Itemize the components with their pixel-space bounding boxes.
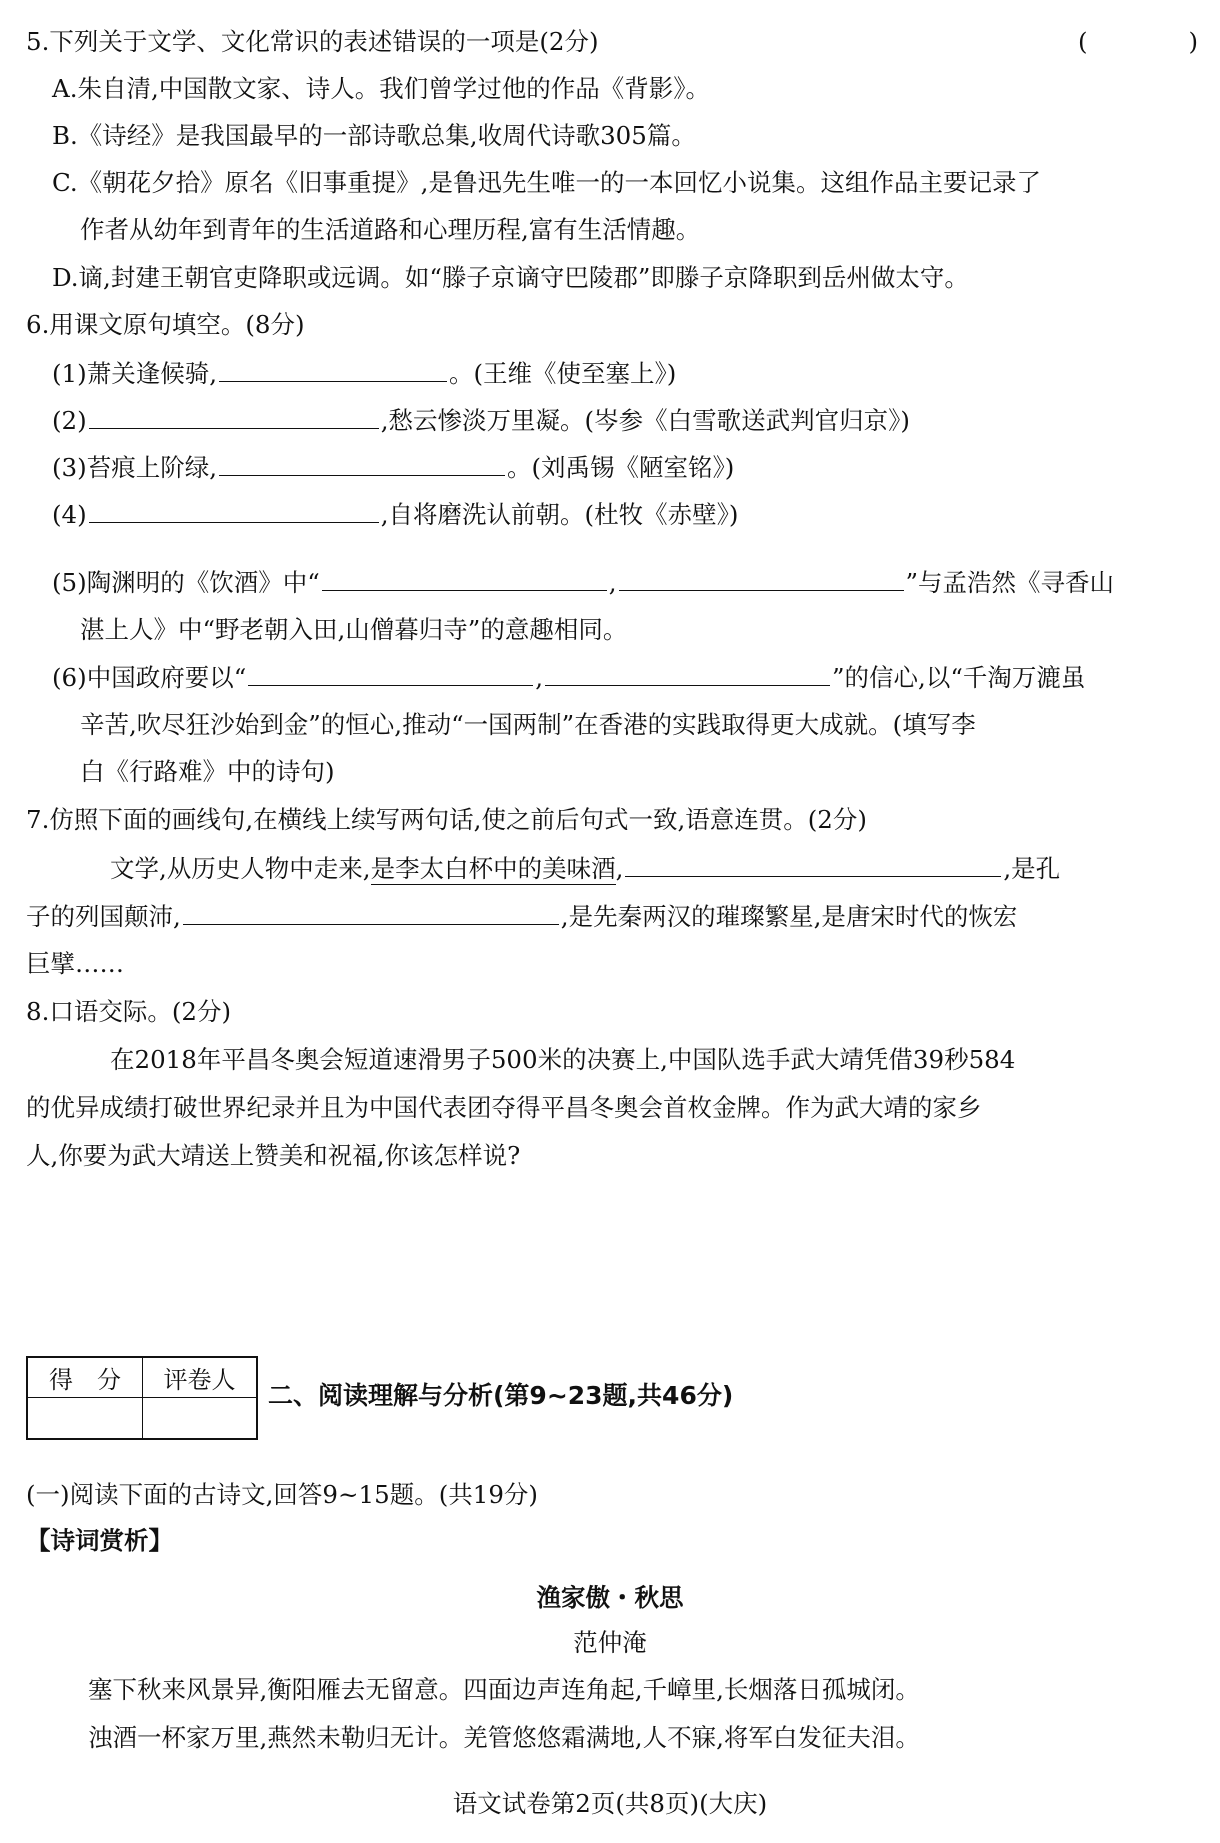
q6-item-6-prefix: (6)中国政府要以“: [52, 663, 247, 692]
q6-item-4-suffix: ,自将磨洗认前朝。(杜牧《赤壁》): [380, 500, 739, 529]
q7-line2-end: ,是先秦两汉的璀璨繁星,是唐宋时代的恢宏: [560, 902, 1018, 931]
q6-item-6-suffix: ”的信心,以“千淘万漉虽: [832, 663, 1086, 692]
answer-blank[interactable]: [183, 896, 559, 925]
q6-item-2: [52, 400, 910, 441]
q6-stem: 6.用课文原句填空。(8分): [26, 310, 305, 339]
answer-blank[interactable]: [219, 353, 447, 382]
q5-option-c-line2: 作者从幼年到青年的生活道路和心理历程,富有生活情趣。: [80, 215, 701, 244]
answer-blank[interactable]: [89, 400, 379, 429]
q6-item-6-line3: 白《行路难》中的诗句): [80, 757, 335, 786]
q6-item-1-prefix: (1)萧关逢候骑,: [52, 359, 217, 388]
q5-option-c-line1: C.《朝花夕拾》原名《旧事重提》,是鲁迅先生唯一的一本回忆小说集。这组作品主要记录了: [52, 168, 1041, 197]
answer-parentheses: [1078, 22, 1198, 62]
answer-blank[interactable]: [322, 562, 607, 591]
answer-blank[interactable]: [619, 562, 904, 591]
q6-item-1-suffix: 。(王维《使至塞上》): [449, 359, 677, 388]
poem-author: 范仲淹: [573, 1628, 647, 1657]
q5-option-d: D.谪,封建王朝官吏降职或远调。如“滕子京谪守巴陵郡”即滕子京降职到岳州做太守。: [52, 263, 969, 292]
q8-paragraph-line2: 的优异成绩打破世界纪录并且为中国代表团夺得平昌冬奥会首枚金牌。作为武大靖的家乡: [26, 1093, 982, 1122]
poem-line-2: 浊酒一杯家万里,燕然未勒归无计。羌管悠悠霜满地,人不寐,将军白发征夫泪。: [88, 1723, 920, 1752]
q6-item-5-prefix: (5)陶渊明的《饮酒》中“: [52, 568, 320, 597]
poem-title: 渔家傲・秋思: [536, 1583, 684, 1612]
q7-line1-start: 文学,从历史人物中走来,: [110, 854, 371, 883]
q6-item-3-prefix: (3)苔痕上阶绿,: [52, 453, 217, 482]
q8-paragraph-line1: 在2018年平昌冬奥会短道速滑男子500米的决赛上,中国队选手武大靖凭借39秒584: [110, 1045, 1016, 1074]
score-table: [26, 1356, 258, 1440]
q8-paragraph-line3: 人,你要为武大靖送上赞美和祝福,你该怎样说?: [26, 1141, 521, 1170]
poem-line-1: 塞下秋来风景异,衡阳雁去无留意。四面边声连角起,千嶂里,长烟落日孤城闭。: [88, 1675, 920, 1704]
score-header: 得 分: [28, 1358, 143, 1398]
section-2-subheading: (一)阅读下面的古诗文,回答9~15题。(共19分): [26, 1480, 538, 1509]
q7-line2-start: 子的列国颠沛,: [26, 902, 181, 931]
q6-item-2-prefix: (2): [52, 406, 87, 435]
grader-header: 评卷人: [143, 1358, 256, 1398]
q7-line1-end: ,是孔: [1003, 854, 1061, 883]
q6-item-5-suffix: ”与孟浩然《寻香山: [905, 568, 1115, 597]
q6-item-4-prefix: (4): [52, 500, 87, 529]
q5-option-a: A.朱自清,中国散文家、诗人。我们曾学过他的作品《背影》。: [52, 74, 711, 103]
q5-option-b: B.《诗经》是我国最早的一部诗歌总集,收周代诗歌305篇。: [52, 121, 696, 150]
answer-blank[interactable]: [219, 447, 505, 476]
q6-item-5-comma: ,: [608, 568, 617, 597]
score-cell[interactable]: [28, 1398, 143, 1438]
q7-line1: [110, 848, 1060, 889]
paren-close: ): [1188, 27, 1198, 56]
q5-stem: 5.下列关于文学、文化常识的表述错误的一项是(2分): [26, 27, 599, 56]
paren-open: (: [1078, 27, 1088, 56]
q6-item-1: [52, 353, 676, 394]
answer-blank[interactable]: [89, 494, 379, 523]
q6-item-5-line2: 湛上人》中“野老朝入田,山僧暮归寺”的意趣相同。: [80, 615, 628, 644]
q6-item-4: [52, 494, 738, 535]
q6-item-6-line2: 辛苦,吹尽狂沙始到金”的恒心,推动“一国两制”在香港的实践取得更大成就。(填写李: [80, 710, 976, 739]
poetry-appreciation-tag: 【诗词赏析】: [26, 1526, 173, 1555]
q6-item-6-line1: [52, 657, 1085, 698]
answer-blank[interactable]: [545, 657, 830, 686]
q6-item-5-line1: [52, 562, 1114, 603]
q7-stem: 7.仿照下面的画线句,在横线上续写两句话,使之前后句式一致,语意连贯。(2分): [26, 805, 867, 834]
q7-line2: [26, 896, 1017, 937]
q8-stem: 8.口语交际。(2分): [26, 997, 232, 1026]
answer-blank[interactable]: [625, 848, 1001, 877]
grader-cell[interactable]: [143, 1398, 256, 1438]
page-footer: 语文试卷第2页(共8页)(大庆): [452, 1789, 768, 1818]
q6-item-6-comma: ,: [535, 663, 544, 692]
q7-line1-comma: ,: [615, 854, 624, 883]
q7-line3: 巨擘……: [26, 949, 124, 978]
answer-blank[interactable]: [248, 657, 533, 686]
section-2-title: 二、阅读理解与分析(第9~23题,共46分): [268, 1381, 734, 1410]
q6-item-2-suffix: ,愁云惨淡万里凝。(岑参《白雪歌送武判官归京》): [380, 406, 910, 435]
q6-item-3: [52, 447, 734, 488]
q7-underlined-sentence: 是李太白杯中的美味酒: [370, 854, 616, 883]
q6-item-3-suffix: 。(刘禹锡《陋室铭》): [507, 453, 735, 482]
